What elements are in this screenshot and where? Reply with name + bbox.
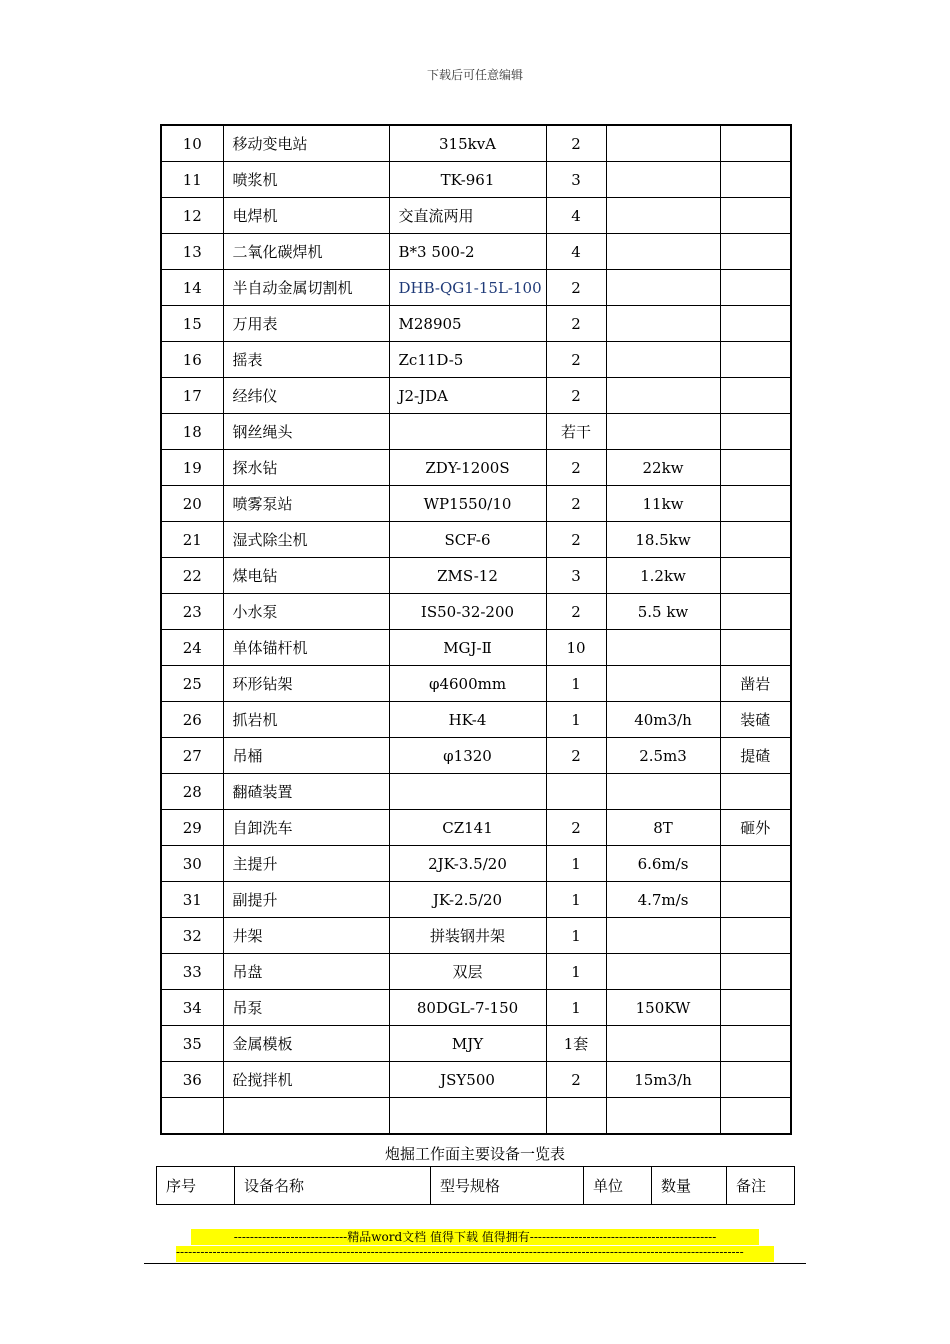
row-unit: 2 xyxy=(546,594,606,630)
row-no: 26 xyxy=(161,702,223,738)
row-no: 22 xyxy=(161,558,223,594)
row-no: 19 xyxy=(161,450,223,486)
equipment-table-body xyxy=(161,125,791,1134)
row-qty xyxy=(606,666,720,702)
row-no: 34 xyxy=(161,990,223,1026)
row-unit: 1 xyxy=(546,918,606,954)
row-name: 吊桶 xyxy=(223,738,389,774)
row-name: 金属模板 xyxy=(223,1026,389,1062)
row-no: 27 xyxy=(161,738,223,774)
row-no: 33 xyxy=(161,954,223,990)
header-remark: 备注 xyxy=(727,1167,795,1205)
row-no: 15 xyxy=(161,306,223,342)
row-remark xyxy=(720,234,791,270)
row-qty: 4.7m/s xyxy=(606,882,720,918)
row-name: 单体锚杆机 xyxy=(223,630,389,666)
row-unit: 1套 xyxy=(546,1026,606,1062)
header-note: 下载后可任意编辑 xyxy=(426,68,523,82)
row-qty xyxy=(606,954,720,990)
row-unit xyxy=(546,774,606,810)
table-row xyxy=(161,414,791,450)
row-unit: 4 xyxy=(546,198,606,234)
row-name: 井架 xyxy=(223,918,389,954)
row-model: 80DGL-7-150 xyxy=(389,990,546,1026)
row-qty xyxy=(606,1098,720,1135)
table-row xyxy=(161,162,791,198)
row-remark: 砸外 xyxy=(720,810,791,846)
row-name: 移动变电站 xyxy=(223,125,389,162)
row-name: 主提升 xyxy=(223,846,389,882)
row-no: 32 xyxy=(161,918,223,954)
row-unit: 2 xyxy=(546,306,606,342)
row-unit: 3 xyxy=(546,558,606,594)
table-caption: 炮掘工作面主要设备一览表 xyxy=(384,1145,565,1163)
row-model: CZ141 xyxy=(389,810,546,846)
row-remark xyxy=(720,1098,791,1135)
row-unit: 2 xyxy=(546,125,606,162)
row-remark xyxy=(720,125,791,162)
row-remark xyxy=(720,846,791,882)
row-unit: 1 xyxy=(546,990,606,1026)
row-name: 探水钻 xyxy=(223,450,389,486)
row-qty xyxy=(606,162,720,198)
row-name: 万用表 xyxy=(223,306,389,342)
row-name: 湿式除尘机 xyxy=(223,522,389,558)
header-qty: 数量 xyxy=(652,1167,727,1205)
table-row xyxy=(161,738,791,774)
row-remark xyxy=(720,1026,791,1062)
table-row xyxy=(161,342,791,378)
table-row xyxy=(161,918,791,954)
row-model: J2-JDA xyxy=(389,378,546,414)
row-name: 自卸洗车 xyxy=(223,810,389,846)
row-model: DHB-QG1-15L-100 xyxy=(389,270,546,306)
row-model: JK-2.5/20 xyxy=(389,882,546,918)
row-qty xyxy=(606,125,720,162)
table-row xyxy=(161,558,791,594)
table-row xyxy=(161,702,791,738)
row-no: 18 xyxy=(161,414,223,450)
row-remark xyxy=(720,954,791,990)
row-remark xyxy=(720,594,791,630)
row-remark: 凿岩 xyxy=(720,666,791,702)
row-unit: 若干 xyxy=(546,414,606,450)
row-remark xyxy=(720,1062,791,1098)
row-name: 翻碴装置 xyxy=(223,774,389,810)
table-row xyxy=(161,594,791,630)
row-no: 30 xyxy=(161,846,223,882)
row-qty xyxy=(606,774,720,810)
row-remark xyxy=(720,558,791,594)
row-name: 经纬仪 xyxy=(223,378,389,414)
footer-banner: ----------------------------精品word文档 值得下载 值得拥有---------------------------------------------- xyxy=(191,1229,759,1245)
row-model: MJY xyxy=(389,1026,546,1062)
row-model: HK-4 xyxy=(389,702,546,738)
header-no: 序号 xyxy=(157,1167,235,1205)
row-model: B*3 500-2 xyxy=(389,234,546,270)
row-name: 半自动金属切割机 xyxy=(223,270,389,306)
row-no: 35 xyxy=(161,1026,223,1062)
table-row xyxy=(161,990,791,1026)
table-row xyxy=(161,522,791,558)
row-model: 315kvA xyxy=(389,125,546,162)
row-no: 10 xyxy=(161,125,223,162)
row-no: 28 xyxy=(161,774,223,810)
row-model: ZMS-12 xyxy=(389,558,546,594)
table-row xyxy=(161,450,791,486)
table-row xyxy=(161,1098,791,1135)
row-remark xyxy=(720,414,791,450)
table-row xyxy=(161,954,791,990)
row-model: Zc11D-5 xyxy=(389,342,546,378)
row-model: φ1320 xyxy=(389,738,546,774)
row-remark xyxy=(720,162,791,198)
footer-dashes: -------------------------------------------------------------------------------------------------------------------------------------------- xyxy=(176,1246,774,1262)
table-row xyxy=(161,846,791,882)
row-name: 砼搅拌机 xyxy=(223,1062,389,1098)
row-qty xyxy=(606,378,720,414)
row-qty xyxy=(606,918,720,954)
table-row xyxy=(161,666,791,702)
table-row xyxy=(161,630,791,666)
row-model: M28905 xyxy=(389,306,546,342)
row-model: MGJ-Ⅱ xyxy=(389,630,546,666)
row-qty xyxy=(606,342,720,378)
row-remark xyxy=(720,774,791,810)
row-remark xyxy=(720,630,791,666)
row-qty: 40m3/h xyxy=(606,702,720,738)
row-unit: 1 xyxy=(546,846,606,882)
row-qty xyxy=(606,630,720,666)
row-name: 吊盘 xyxy=(223,954,389,990)
row-name: 抓岩机 xyxy=(223,702,389,738)
row-qty: 6.6m/s xyxy=(606,846,720,882)
row-remark xyxy=(720,918,791,954)
row-no: 20 xyxy=(161,486,223,522)
equipment-table xyxy=(160,124,792,1135)
row-unit: 1 xyxy=(546,882,606,918)
row-name: 钢丝绳头 xyxy=(223,414,389,450)
table-row xyxy=(161,198,791,234)
row-remark xyxy=(720,486,791,522)
row-no: 25 xyxy=(161,666,223,702)
row-unit: 2 xyxy=(546,810,606,846)
footer-rule xyxy=(144,1263,806,1264)
row-model: φ4600mm xyxy=(389,666,546,702)
row-model: TK-961 xyxy=(389,162,546,198)
table-row xyxy=(161,810,791,846)
row-name: 喷浆机 xyxy=(223,162,389,198)
row-qty: 150KW xyxy=(606,990,720,1026)
row-no: 31 xyxy=(161,882,223,918)
row-model: JSY500 xyxy=(389,1062,546,1098)
row-unit: 3 xyxy=(546,162,606,198)
row-qty xyxy=(606,414,720,450)
row-unit xyxy=(546,1098,606,1135)
row-name: 小水泵 xyxy=(223,594,389,630)
table-row xyxy=(161,1062,791,1098)
row-qty: 15m3/h xyxy=(606,1062,720,1098)
row-no xyxy=(161,1098,223,1135)
row-remark xyxy=(720,522,791,558)
row-qty: 11kw xyxy=(606,486,720,522)
row-model: WP1550/10 xyxy=(389,486,546,522)
row-remark xyxy=(720,378,791,414)
row-qty xyxy=(606,306,720,342)
row-remark: 装碴 xyxy=(720,702,791,738)
column-header-row xyxy=(157,1167,795,1205)
row-remark xyxy=(720,450,791,486)
row-name: 二氧化碳焊机 xyxy=(223,234,389,270)
row-name: 电焊机 xyxy=(223,198,389,234)
row-no: 24 xyxy=(161,630,223,666)
row-no: 21 xyxy=(161,522,223,558)
row-remark xyxy=(720,270,791,306)
row-no: 17 xyxy=(161,378,223,414)
row-qty xyxy=(606,1026,720,1062)
row-qty xyxy=(606,198,720,234)
row-name xyxy=(223,1098,389,1135)
row-model xyxy=(389,414,546,450)
row-unit: 1 xyxy=(546,954,606,990)
row-unit: 10 xyxy=(546,630,606,666)
row-remark: 提碴 xyxy=(720,738,791,774)
table-row xyxy=(161,882,791,918)
row-model: 交直流两用 xyxy=(389,198,546,234)
row-model: 2JK-3.5/20 xyxy=(389,846,546,882)
row-qty: 1.2kw xyxy=(606,558,720,594)
row-unit: 4 xyxy=(546,234,606,270)
row-unit: 1 xyxy=(546,666,606,702)
column-header-table xyxy=(156,1166,795,1205)
row-qty: 18.5kw xyxy=(606,522,720,558)
table-row xyxy=(161,306,791,342)
table-row xyxy=(161,1026,791,1062)
row-model: SCF-6 xyxy=(389,522,546,558)
row-qty: 22kw xyxy=(606,450,720,486)
row-remark xyxy=(720,882,791,918)
row-unit: 2 xyxy=(546,486,606,522)
row-remark xyxy=(720,198,791,234)
row-qty xyxy=(606,270,720,306)
row-no: 36 xyxy=(161,1062,223,1098)
row-model: 拼装钢井架 xyxy=(389,918,546,954)
table-row xyxy=(161,378,791,414)
row-name: 摇表 xyxy=(223,342,389,378)
row-qty: 8T xyxy=(606,810,720,846)
table-row xyxy=(161,125,791,162)
row-unit: 2 xyxy=(546,522,606,558)
row-no: 12 xyxy=(161,198,223,234)
table-row xyxy=(161,234,791,270)
table-row xyxy=(161,270,791,306)
header-model: 型号规格 xyxy=(431,1167,584,1205)
row-unit: 2 xyxy=(546,738,606,774)
row-unit: 2 xyxy=(546,270,606,306)
row-no: 16 xyxy=(161,342,223,378)
row-model xyxy=(389,774,546,810)
row-unit: 2 xyxy=(546,342,606,378)
header-unit: 单位 xyxy=(584,1167,652,1205)
row-qty: 5.5 kw xyxy=(606,594,720,630)
row-no: 11 xyxy=(161,162,223,198)
row-unit: 1 xyxy=(546,702,606,738)
header-name: 设备名称 xyxy=(235,1167,431,1205)
row-name: 环形钻架 xyxy=(223,666,389,702)
row-no: 13 xyxy=(161,234,223,270)
row-qty xyxy=(606,234,720,270)
row-unit: 2 xyxy=(546,450,606,486)
row-no: 29 xyxy=(161,810,223,846)
table-row xyxy=(161,486,791,522)
row-no: 23 xyxy=(161,594,223,630)
row-model: IS50-32-200 xyxy=(389,594,546,630)
row-no: 14 xyxy=(161,270,223,306)
row-remark xyxy=(720,990,791,1026)
row-unit: 2 xyxy=(546,1062,606,1098)
row-model: 双层 xyxy=(389,954,546,990)
row-remark xyxy=(720,342,791,378)
row-unit: 2 xyxy=(546,378,606,414)
row-name: 喷雾泵站 xyxy=(223,486,389,522)
row-model: ZDY-1200S xyxy=(389,450,546,486)
row-model xyxy=(389,1098,546,1135)
table-row xyxy=(161,774,791,810)
row-name: 煤电钻 xyxy=(223,558,389,594)
row-name: 吊泵 xyxy=(223,990,389,1026)
row-qty: 2.5m3 xyxy=(606,738,720,774)
row-remark xyxy=(720,306,791,342)
row-name: 副提升 xyxy=(223,882,389,918)
